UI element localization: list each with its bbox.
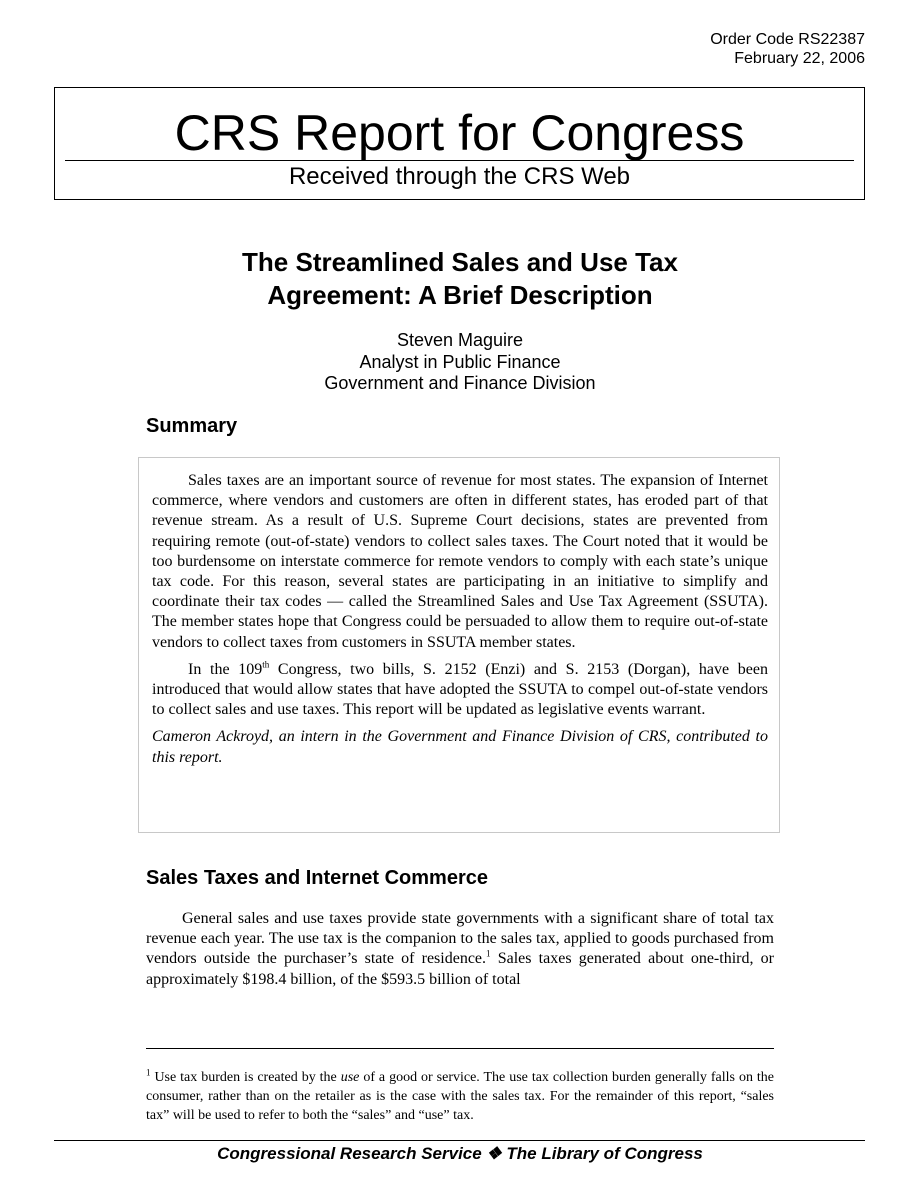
page-footer: Congressional Research Service ❖ The Library of Congress (217, 1144, 703, 1163)
banner-title: CRS Report for Congress (174, 105, 745, 161)
section-p1-rest: Sales taxes generated about one-third, or approximately $198.4 billion, of the $593.5 billion of total (146, 950, 774, 988)
ordinal-superscript: th (262, 659, 270, 670)
footnote-rule (146, 1048, 774, 1049)
summary-box (138, 457, 780, 833)
order-info (710, 30, 865, 68)
banner-rule (65, 160, 854, 161)
section-p1-start: General sales and use taxes provide state governments with a significant share of total tax revenue each year. The use tax is the companion to the sales tax, applied to goods purchased from vendors outside the purchaser’s state of residence. (146, 910, 774, 968)
footnote-reference[interactable]: 1 (486, 949, 491, 960)
report-date: February 22, 2006 (734, 50, 865, 67)
footnote-emphasis: use (340, 1070, 360, 1085)
report-title-line2: Agreement: A Brief Description (267, 280, 653, 310)
section-paragraph-1 (146, 909, 774, 990)
footnote-text-rest: of a good or service. The use tax collection burden generally falls on the consumer, rather than on the retailer as is the case with the sales tax. For the remainder of this report, “sales tax” will be used to refer to both the “sales” and “use” tax. (146, 1070, 774, 1123)
summary-paragraph-2 (152, 660, 768, 721)
section-body (146, 909, 774, 990)
order-code: Order Code RS22387 (710, 31, 865, 48)
summary-paragraph-1: Sales taxes are an important source of revenue for most states. The expansion of Internet commerce, where vendors and customers are often in different states, has eroded part of that revenue stream. As a result of U.S. Supreme Court decisions, states are prevented from requiring remote (out-of-state) vendors to collect sales taxes. The Court noted that it would be too burdensome on interstate commerce for remote vendors to comply with each state’s unique tax code. For this reason, several states are participating in an initiative to simplify and coordinate their tax codes — called the Streamlined Sales and Use Tax Agreement (SSUTA). The member states hope that Congress could be persuaded to allow them to require out-of-state vendors to collect taxes from customers in SSUTA member states. (152, 472, 768, 651)
author-title: Analyst in Public Finance (359, 351, 561, 372)
footnote-text-start: Use tax burden is created by the (150, 1070, 341, 1085)
summary-p2-rest: Congress, two bills, S. 2152 (Enzi) and S. 2153 (Dorgan), have been introduced that would allow states that have adopted the SSUTA to compel out-of-state vendors to collect sales and use taxes. This report will be updated as legislative events warrant. (152, 660, 769, 719)
summary-p2-start: In the 109 (188, 660, 263, 678)
section-heading-sales-taxes: Sales Taxes and Internet Commerce (146, 867, 488, 889)
summary-credit-text: Cameron Ackroyd, an intern in the Government and Finance Division of CRS, contributed to this report. (152, 728, 768, 766)
summary-heading: Summary (146, 415, 238, 437)
report-banner (54, 87, 865, 200)
author-block (0, 330, 920, 395)
summary-credit (152, 727, 768, 767)
author-name: Steven Maguire (396, 330, 524, 350)
report-title-line1: The Streamlined Sales and Use Tax (242, 247, 678, 277)
footnote-block (146, 1068, 774, 1125)
footnote-number: 1 (146, 1067, 151, 1078)
banner-subtitle: Received through the CRS Web (288, 163, 631, 190)
author-division: Government and Finance Division (324, 373, 596, 393)
footnote-1 (146, 1068, 774, 1125)
footer-rule (54, 1140, 865, 1141)
report-title (0, 246, 920, 312)
